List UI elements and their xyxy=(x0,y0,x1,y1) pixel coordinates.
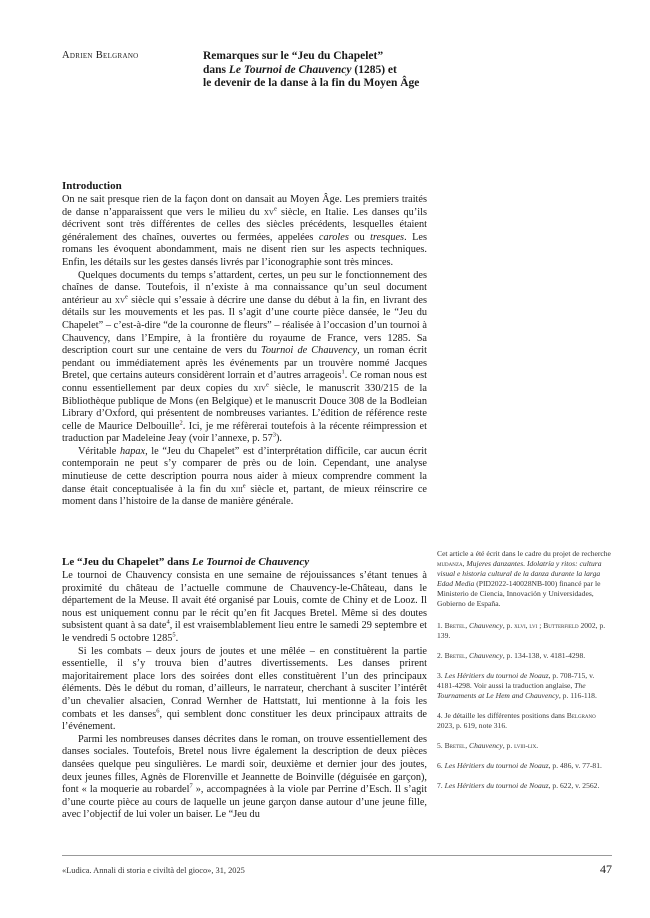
footnote xyxy=(437,711,612,731)
text-run: . Ici, je me réfèrerai toutefois à la récente réimpression et traduction par Madeleine Jeay (voir l’annexe, p. 57 xyxy=(62,420,427,445)
text-run: Les Héritiers du tournoi de Noauz xyxy=(444,671,549,680)
text-run: , xyxy=(465,651,470,660)
page-number: 47 xyxy=(600,862,612,876)
text-run: Butterfield xyxy=(543,621,579,630)
paragraph xyxy=(62,270,427,446)
text-run: xiii xyxy=(230,483,243,495)
funding-note xyxy=(437,549,612,609)
footnote-ref: 6 xyxy=(156,707,160,715)
article-title xyxy=(203,50,503,91)
text-run: . xyxy=(536,741,539,750)
text-run: Le tournoi de Chauvency consista en une semaine de réjouissances s’étant tenues à proximité du château de l’actuelle commune de Chauvency-le-Château, dans le département de la Meuse. Il avait été organisé par Louis, comte de Chiny et de Looz. Il nous est uniquement connu par le récit qu’en fit Jacques Bretel. Même si des doutes subsistent quant à sa date xyxy=(62,570,427,632)
paragraph xyxy=(62,446,427,509)
text-run: ; xyxy=(537,621,544,630)
text-run: , un roman écrit pendant ou immédiatement après les événements par un trouvère nommé Jacques Bretel, que certains auteurs considèrent lorrain et d’autres arrageois xyxy=(62,345,427,382)
footer-divider xyxy=(62,855,612,856)
paragraph xyxy=(62,194,427,270)
text-run: xiv xyxy=(253,382,266,394)
title-line-2-pre: dans xyxy=(203,63,229,76)
text-run: », accompagnées à la viole par Perrine d’Esch. Il s’agit d’une courte pièce au cours de laquelle un jeune garçon danse autour d’une jeune fille, avec l’objectif de lui voler un baiser. Le “Jeu du xyxy=(62,784,427,821)
title-line-2 xyxy=(203,64,503,78)
text-run: siècle, le manuscrit 330/215 de la Bibliothèque publique de Mons (en Belgique) et le manuscrit Douce 308 de la Bodleian Library d’Oxford, qui présentent de nombreuses variantes. L’édition de référence reste celle de Maurice Delbouille xyxy=(62,382,427,432)
text-run: mudanza xyxy=(437,559,463,568)
text-run: , p. 116-118. xyxy=(558,691,597,700)
text-run: Bretel xyxy=(444,651,466,660)
text-run: 5. xyxy=(437,741,445,750)
text-run: , il est vraisemblablement lieu entre le samedi 29 septembre et le vendredi 5 octobre 1285 xyxy=(62,620,428,644)
text-run: , xyxy=(465,741,470,750)
footnote-ref: 7 xyxy=(189,782,193,790)
text-run: lviii-lix xyxy=(514,741,537,750)
text-run: Tournoi de Chauvency xyxy=(261,345,358,357)
text-run: , xyxy=(465,621,470,630)
footnote-ref: 1 xyxy=(341,368,345,376)
section-heading-jeu xyxy=(62,556,427,569)
heading-pre: Le “Jeu du Chapelet” dans xyxy=(62,556,192,568)
text-run: xv xyxy=(114,294,126,306)
text-run: , xyxy=(462,559,467,568)
footnote-ref: e xyxy=(125,293,128,301)
text-run: Bretel xyxy=(444,621,466,630)
text-run: 1. xyxy=(437,621,445,630)
text-run: . Ce roman nous est connu essentiellement par deux copies du xyxy=(62,370,427,394)
title-line-2-italic: Le Tournoi de Chauvency xyxy=(228,63,352,76)
footnote-ref: 4 xyxy=(166,618,170,626)
footnote-ref: 2 xyxy=(179,419,183,427)
section-jeu-du-chapelet xyxy=(62,556,427,822)
title-line-3: le devenir de la danse à la fin du Moyen Âge xyxy=(203,77,420,89)
text-run: The Tournaments at Le Hem and Chauvency xyxy=(437,681,586,700)
text-run: tresques xyxy=(370,231,405,243)
section-heading-introduction: Introduction xyxy=(62,180,122,192)
footnote xyxy=(437,671,612,701)
footnote xyxy=(437,651,612,661)
paragraph xyxy=(62,734,427,822)
text-run: Véritable xyxy=(78,445,120,457)
text-run: (PID2022-140028NB-I00) financé par le Ministerio de Ciencia, Innovación y Universidades, Gobierno de España. xyxy=(437,579,601,608)
text-run: 7. xyxy=(437,781,445,790)
text-run: Parmi les nombreuses danses décrites dans le roman, on trouve essentiellement des danses sociales. Toutefois, Bretel nous livre également la description de deux pièces dansées quelque peu singulières. Le mardi soir, deuxième et dernier jour des joutes, deux jeunes filles, Agnès de Florenville et Jeannette de Boinville (déguisée en garçon), font « la moquerie au robardel xyxy=(62,733,427,796)
text-run: On ne sait presque rien de la façon dont on dansait au Moyen Âge. Les premiers traités de danse n’apparaissent que vers le milieu du xyxy=(62,194,427,218)
footnote-ref: e xyxy=(273,205,277,213)
title-line-2-post: (1285) et xyxy=(351,63,397,76)
text-run: Chauvency xyxy=(469,621,503,630)
footnote-ref: 5 xyxy=(172,631,176,639)
text-run: siècle et, partant, de mieux réinscrire ce moment dans l’histoire de la danse de manière générale. xyxy=(62,483,427,508)
footnote xyxy=(437,761,612,771)
text-run: , qui semblent donc constituer les deux principaux attraits de l’événement. xyxy=(62,708,428,733)
text-run: , p. 134-138, v. 4181-4298. xyxy=(502,651,586,660)
footnote xyxy=(437,621,612,641)
text-run: xlvi, lvi xyxy=(514,621,538,630)
text-run: Les Héritiers du tournoi de Noauz xyxy=(444,761,549,770)
text-run: , p. 486, v. 77-81. xyxy=(548,761,602,770)
text-run: Bretel xyxy=(444,741,466,750)
text-run: siècle qui s’essaie à décrire une danse du début à la fin, en livrant des détails sur les mouvements et les pas. Il s’agit d’une courte pièce dansée, le “Jeu du Chapelet” – c’est-à-dire “de la couronne de fleurs” – réalisée à l’occasion d’un tournoi à Chauvency, dans l’Empire, à la frontière du royaume de France, vers 1285. Sa description court sur une centaine de vers du xyxy=(62,294,427,357)
text-run: , p. 622, v. 2562. xyxy=(548,781,600,790)
text-run: Quelques documents du temps s’attardent, certes, un peu sur le fonctionnement des chaînes de danse. Toutefois, il n’existe à ma connaissance qu’un seul document antérieur au xyxy=(62,269,427,306)
text-run: Chauvency xyxy=(469,651,503,660)
text-run: , p. xyxy=(502,621,515,630)
text-run: Si les combats – deux jours de joutes et une mêlée – en constituèrent la partie essentielle, il s’y trouva bien d’autres divertissements. Les danses prirent majoritairement place lors des soirées dont elles constituèrent l’un des principaux éléments. Dès le début du roman, d’ailleurs, le narrateur, cherchant à susciter l’intérêt d’un chevalier alsacien, Conrad Wernher de Hattstatt, lui mentionne à la fois les combats et les danses xyxy=(62,645,427,720)
text-run: 2. xyxy=(437,651,445,660)
footnote-ref: e xyxy=(266,381,269,389)
paragraph xyxy=(62,570,427,646)
text-run: 6. xyxy=(437,761,445,770)
author-name: Adrien Belgrano xyxy=(62,50,139,61)
footnote-ref: e xyxy=(242,482,246,490)
text-run: hapax xyxy=(119,445,146,457)
text-run: Cet article a été écrit dans le cadre du projet de recherche xyxy=(437,549,611,558)
sidenotes xyxy=(437,549,612,801)
text-run: siècle, en Italie. Les danses qu’ils décrivent sont très différentes de celles des siècles précédents, lesquelles étaient généralement des chaînes, ouvertes ou fermées, appelées xyxy=(62,206,427,243)
text-run: 3. xyxy=(437,671,445,680)
title-line-1: Remarques sur le “Jeu du Chapelet” xyxy=(203,50,384,62)
text-run: xv xyxy=(263,206,274,218)
footnote-ref: 3 xyxy=(272,431,276,439)
footnote xyxy=(437,741,612,751)
footnote xyxy=(437,781,612,791)
text-run: . xyxy=(175,632,179,644)
text-run: ou xyxy=(348,231,371,243)
text-run: , p. xyxy=(502,741,515,750)
text-run: 2002, p. 139. xyxy=(437,621,606,640)
text-run: ). xyxy=(275,433,282,445)
journal-citation: «Ludica. Annali di storia e civiltà del gioco», 31, 2025 xyxy=(62,866,245,875)
text-run: , p. 708-715, v. 4181-4298. Voir aussi la traduction anglaise, xyxy=(437,671,595,690)
text-run: Les Héritiers du tournoi de Noauz xyxy=(444,781,549,790)
heading-italic: Le Tournoi de Chauvency xyxy=(191,556,310,568)
text-run: 2023, p. 619, note 316. xyxy=(437,721,508,730)
text-run: Mujeres danzantes. Idolatría y ritos: cultura visual e historia cultural de la danza durante la larga Edad Media xyxy=(437,559,602,588)
text-run: 4. Je détaille les différentes positions dans xyxy=(437,711,567,720)
text-run: Chauvency xyxy=(469,741,503,750)
paragraph xyxy=(62,646,427,734)
section-introduction xyxy=(62,180,427,509)
text-run: Belgrano xyxy=(566,711,596,720)
text-run: caroles xyxy=(318,231,349,243)
text-run: , le “Jeu du Chapelet” est d’interprétation difficile, car aucun écrit contemporain ne peut s’y comparer de près ou de loin. Cependant, une analyse minutieuse de cette description pourra nous aider à mieux comprendre comment la danse était conceptualisée à la fin du xyxy=(62,445,427,495)
text-run: . Les romans les évoquent abondamment, mais ne disent rien sur les aspects techniques. Enfin, les détails sur les gestes dansés livrés par l’iconographie sont très minces. xyxy=(62,231,427,268)
